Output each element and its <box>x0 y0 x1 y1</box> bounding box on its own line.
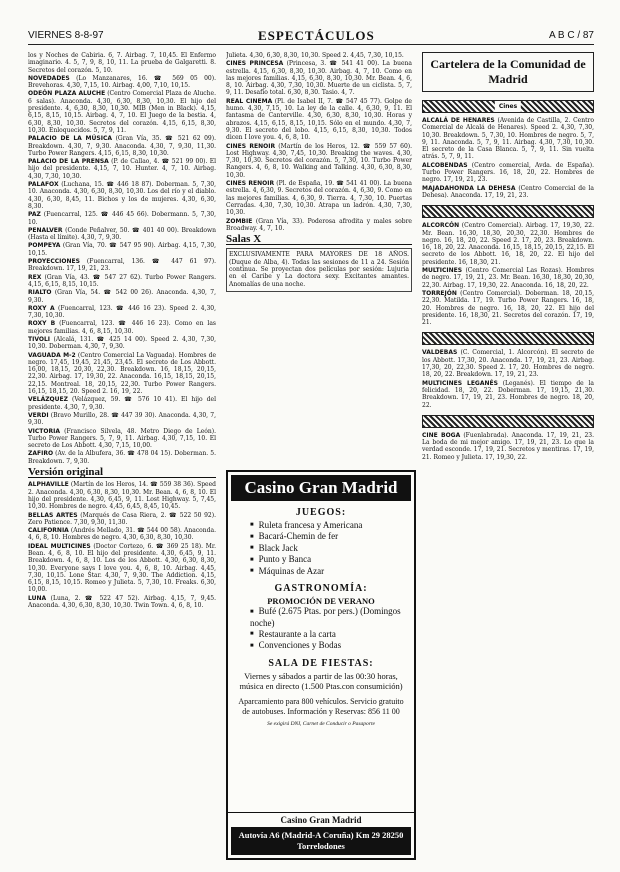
list-item <box>226 180 412 216</box>
venue-name: PALACIO DE LA PRENSA <box>28 158 109 166</box>
venue-schedule: (Centro Comercial). Doberman. 18, 20,15, 22,30. Matilda. 17, 19. Turbo Power Rangers. 16, 18, 20. Hombres de negro. 16, 18, 20, 22. El hijo del presidente. 16, 18,30, 21. Secretos del corazón. 17, 19, 21. <box>422 289 594 327</box>
list-item: ■ Punto y Banca <box>250 554 414 565</box>
list-item <box>422 222 594 266</box>
list-item: ■ Máquinas de Azar <box>250 566 414 577</box>
games-title: JUEGOS: <box>295 507 347 518</box>
party-text: Viernes y sábados a partir de las 00:30 horas, música en directo (1.500 Ptas.con consumición) <box>239 670 403 691</box>
venue-name: TORREJÓN <box>422 289 457 297</box>
venue-name: PROYECCIONES <box>28 258 80 266</box>
list-item <box>28 320 216 335</box>
list-item: ■ Bacará-Chemin de fer <box>250 531 414 542</box>
venue-schedule: (Gran Vía, 35. ☎ 521 62 09). Breakdown. 4,30, 7, 9,30. Anaconda. 4,30, 7, 9,30, 11,30. Turbo Power Rangers. 4,15, 6,15, 8,30, 10,30. <box>28 135 216 157</box>
section-title: ESPECTÁCULOS <box>258 28 375 43</box>
list-item <box>28 258 216 273</box>
venue-name: VAGUADA M-2 <box>28 351 76 359</box>
venue-name: IDEAL MULTICINES <box>28 542 91 550</box>
list-item <box>28 512 216 527</box>
venue-name: TIVOLI <box>28 335 51 343</box>
salas-x-heading: Salas X <box>226 236 412 245</box>
page-header <box>28 28 594 45</box>
list-item: ■ Black Jack <box>250 543 414 554</box>
list-item <box>28 481 216 510</box>
venue-schedule: (Luna, 2. ☎ 522 47 52). Airbag. 4,15, 7, 9,45. Anaconda. 4,30, 6,30, 8,30, 10,30. Twin Town. 4, 6, 8, 10. <box>28 594 216 610</box>
list-item: ■ Restaurante a la carta <box>250 629 414 640</box>
venue-name: REX <box>28 273 42 281</box>
list-item <box>28 289 216 304</box>
venue-schedule: (Gran Vía, 33). Poderosa afrodita y males sobre Broadway. 4, 7, 10. <box>226 217 412 232</box>
promo-title: PROMOCIÓN DE VERANO <box>267 596 375 607</box>
list-item <box>28 90 216 134</box>
venue-name: ALCORCÓN <box>422 222 460 230</box>
venue-schedule: (Centro Comercial de la Dehesa). Anaconda. 17, 19, 21, 23. <box>422 184 594 199</box>
casino-brand: Casino Gran Madrid <box>231 475 411 501</box>
list-item <box>226 52 412 59</box>
list-item <box>28 396 216 411</box>
salas-x-text: EXCLUSIVAMENTE PARA MAYORES DE 18 AÑOS. (Duque de Alba, 4). Todas las sesiones de 11 a 24. Sesión continua. Se proyectan dos películas por sesión: Lujuria en el Caribe y La doctora sexy. Excitantes amantes. Anomalías de una noche. <box>229 251 409 288</box>
version-original-heading: Versión original <box>28 469 216 478</box>
venue-name: PALACIO DE LA MÚSICA <box>28 135 112 143</box>
venue-name: RIALTO <box>28 289 52 297</box>
venue-schedule: (Gran Vía, 70. ☎ 547 95 90). Airbag. 4,15, 7,30, 10,15. <box>28 242 216 257</box>
salas-x-box <box>226 248 412 291</box>
list-item <box>28 75 216 90</box>
venue-name: ALCALÁ DE HENARES <box>422 117 495 124</box>
venue-name: CALIFORNIA <box>28 527 69 535</box>
venue-schedule: (Bravo Murillo, 28. ☎ 447 39 30). Anaconda. 4,30, 7, 9,30. <box>28 411 216 427</box>
list-item <box>422 380 594 409</box>
venue-schedule: (Centro comercial, Avda. de España). Turbo Power Rangers. 16, 18, 20, 22. Hombres de negro. 17, 19, 21, 23. <box>422 161 594 184</box>
list-item <box>28 52 216 74</box>
venue-schedule: (Avenida de Castilla, 2. Centro Comercial de Alcalá de Henares). Speed 2. 4,30, 7,30, 10,30. Breakdown. 5, 7,30, 10. Hombres de negro. 5, 7, 9, 11. Anaconda. 5, 7, 9, 11. Airbag. 4,30, 7,30, 10,30. El secreto de la Casa Blanca. 5, 7, 9, 11. Sin vuelta atrás. 5, 7, 9, 11. <box>422 117 594 161</box>
venue-schedule: (Centro Comercial). Airbag. 17, 19,30, 22. Mr. Bean. 16,30, 18,30, 20,30, 22,30. Hombres de negro. 16, 18, 20, 22. Speed 2. 17, 20, 23. Breakdown. 16, 18, 20, 22. Anaconda. 16,15, 18,15, 20,15, 22,15. El secreto de los Abbott. 16, 18, 20, 22. El hijo del presidente. 16, 18,30, 21. <box>422 222 594 266</box>
venue-schedule: (P. de Callao, 4. ☎ 521 99 00). El hijo del presidente. 4,15, 7, 10. Hunter. 4, 7, 10. Airbag. 4,30, 7,30, 10,30. <box>28 158 216 180</box>
venue-name: MAJADAHONDA LA DEHESA <box>422 184 516 192</box>
list-item <box>28 274 216 289</box>
venue-name: BELLAS ARTES <box>28 511 78 519</box>
venue-name: CINES RENOIR <box>226 180 275 188</box>
list-item <box>422 290 594 326</box>
list-item <box>422 117 594 161</box>
venue-name: ZOMBIE <box>226 217 253 225</box>
list-item <box>28 543 216 594</box>
casino-mini-logo: Casino Gran Madrid <box>228 812 414 825</box>
list-item <box>28 352 216 396</box>
venue-schedule: (Fuenlabrada). Anaconda. 17, 19, 21, 23. La boda de mi mejor amigo. 17, 19, 21, 23. Lo que la verdad esconde. 17, 19, 21. Secretos y mentiras. 17, 19, 21. Romeo y Julieta. 17, 19,30, 22. <box>422 431 594 461</box>
venue-name: LUNA <box>28 594 47 602</box>
games-list <box>228 520 414 577</box>
venue-schedule: (Fuencarral, 136. ☎ 447 61 97). Breakdown. 17, 19, 21, 23. <box>28 258 216 273</box>
list-item <box>226 98 412 142</box>
list-item <box>28 227 216 242</box>
list-item: ■ Ruleta francesa y Americana <box>250 520 414 531</box>
list-item <box>28 450 216 465</box>
listings-col2 <box>226 52 412 232</box>
listings-c <box>422 349 594 408</box>
venue-name: NOVEDADES <box>28 74 70 82</box>
venue-name: REAL CINEMA <box>226 97 273 105</box>
venue-schedule: (Alcalá, 131. ☎ 425 14 00). Speed 2. 4,30, 7,30, 10,30. Doberman. 4,30, 7, 9,30. <box>28 335 216 351</box>
venue-schedule: (Centro Comercial Plaza de Aluche. 6 salas). Anaconda. 4,30, 6,30, 8,30, 10,30. El hijo del presidente. 4, 6,30, 8,30, 10,30. MIB (Men in Black). 4,15, 6,15, 8,15, 10,15. Airbag. 4, 7, 10. El Juego de la bestia. 4, 6,30, 8,30, 10,30. Secretos del corazón. 4,15, 6,15, 8,30, 10,30. Enloquecidos. 5, 7, 9, 11. <box>28 90 216 134</box>
venue-schedule: (Fuencarral, 123. ☎ 446 16 23). Como en las mejores familias. 4, 6, 8,15, 10,30. <box>28 320 216 335</box>
venue-schedule: Julieta. 4,30, 6,30, 8,30, 10,30. Speed 2. 4,45, 7,30, 10,15. <box>226 52 404 59</box>
venue-schedule: (Fuencarral, 123. ☎ 446 16 23). Speed 2. 4,30, 7,30, 10,30. <box>28 304 216 320</box>
list-item <box>226 143 412 179</box>
listings-a <box>422 117 594 199</box>
venue-name: CINE BOGA <box>422 431 461 439</box>
section-band <box>422 332 594 345</box>
section-band <box>422 205 594 218</box>
venue-name: ZAFIRO <box>28 450 54 458</box>
venue-schedule: (Lo Manzanares, 16. ☎ 569 05 00). Brevehoras. 4,30, 7,15, 10. Airbag. 4,00, 7,10, 10,15. <box>28 74 216 90</box>
venue-schedule: (Francisco Silvela, 48. Metro Diego de León). Turbo Power Rangers. 5, 7, 9, 11. Airbag. 4,30, 7,15, 10. El secreto de Los Abbott. 4,30, 7,15, 10,00. <box>28 427 216 450</box>
list-item: ■ Convenciones y Bodas <box>250 640 414 651</box>
listings-b <box>422 222 594 326</box>
venue-name: VELÁZQUEZ <box>28 396 68 404</box>
list-item <box>28 242 216 257</box>
venue-name: PENALVER <box>28 226 63 234</box>
venue-schedule: (Leganés). El tiempo de la felicidad. 18, 20, 22. Doberman. 17, 19,15, 21,30. Breakdown. 17, 19, 21, 23. Hombres de negro. 18, 20, 22. <box>422 379 594 409</box>
column-3 <box>422 52 594 862</box>
parking-text: Aparcamiento para 800 vehículos. Servicio gratuito de autobuses. Información y Reservas: 856 11 00 <box>238 696 404 716</box>
venue-name: VALDEBAS <box>422 349 458 357</box>
venue-name: ROXY A <box>28 304 55 312</box>
column-1 <box>28 52 216 862</box>
venue-name: ROXY B <box>28 320 56 328</box>
page-number: A B C / 87 <box>548 30 594 41</box>
ad-footer <box>228 812 414 858</box>
venue-name: ODEÓN PLAZA ALUCHE <box>28 90 106 98</box>
venue-name: MULTICINES <box>422 267 463 275</box>
venue-schedule: (Martín de los Heros, 12. ☎ 559 57 60). Lost Highway. 4,30, 7,45, 10,30. Breaking the waves. 4,30, 7,30, 10,30. Secretos del corazón. 5, 7,30, 10. Turbo Power Rangers. 4, 6, 8, 10. Walking and Talking. 4,30, 6,30, 8,30, 10,30. <box>226 142 412 179</box>
venue-schedule: (Gran Vía, 54. ☎ 542 00 26). Anaconda. 4,30, 7, 9,30. <box>28 289 216 304</box>
venue-schedule: (Fuencarral, 125. ☎ 446 45 66). Dobermann. 5, 7,30, 10. <box>28 211 216 226</box>
venue-schedule: (Princesa, 3. ☎ 541 41 00). La buena estrella. 4,15, 6,30, 8,30, 10,30. Airbag. 4, 7, 10. Como en las mejores familias. 4,15, 6,30, 8,30, 10,30. Mr. Bean. 4, 6, 8, 10. Airbag. 4,30, 7,30, 10,30. Muerte de un ciclista. 5, 7, 9, 11. Desafío total. 6,30, 8,30. Tasio. 4, 7. <box>226 60 412 97</box>
list-item <box>28 305 216 320</box>
list-item <box>28 595 216 610</box>
venue-schedule: (Av. de la Albufera, 36. ☎ 478 04 15). Doberman. 5. Breakdown. 7, 9,30. <box>28 450 216 465</box>
list-item <box>28 135 216 157</box>
venue-name: PAZ <box>28 211 41 219</box>
list-item <box>28 211 216 226</box>
venue-schedule: (Conde Peñalver, 50. ☎ 401 40 00). Breakdown (Hasta el límite). 4,30, 7, 9,30. <box>28 226 216 242</box>
listings-d <box>422 432 594 461</box>
gastronomy-title: GASTRONOMÍA: <box>274 583 368 595</box>
venue-name: ALCOBENDAS <box>422 161 468 169</box>
venue-schedule: (Luchana, 15. ☎ 446 18 87). Doberman. 5, 7,30, 10. Anaconda. 4,30, 6,30, 8,30, 10,30. Los del río y el diablo. 4,30, 6,30, 8,45, 11. Bichos y los de mujeres. 4,30, 6,30, 8,30. <box>28 181 216 210</box>
list-item <box>422 349 594 378</box>
venue-schedule: (Centro Comercial Las Rozas). Hombres de negro. 17, 19, 21, 23. Mr. Bean. 16,30, 18,30, 20,30, 22,30. Airbag. 17, 19,30, 22. Anaconda. 16, 18, 20, 22. <box>422 267 594 289</box>
venue-schedule: (Gran Vía, 43. ☎ 547 27 62). Turbo Power Rangers. 4,15, 6,15, 8,15, 10,15. <box>28 273 216 288</box>
section-band <box>422 100 594 113</box>
venue-schedule: (Marqués de Casa Riera, 2. ☎ 522 50 92). Zero Patience. 7,30, 9,30, 11,30. <box>28 511 216 526</box>
venue-name: CINES RENOIR <box>226 142 276 150</box>
section-band <box>422 415 594 428</box>
venue-schedule: los y Noches de Cabiria. 6, 7. Airbag. 7, 10,45. El Enfermo imaginario. 4. 5, 7, 9, 8, 10, 11. La prueba de Galgaretti. 8. Secretos del corazón. 5, 10. <box>28 52 216 74</box>
venue-schedule: (Velázquez, 59. ☎ 576 10 41). El hijo del presidente. 4,30, 7, 9,30. <box>28 396 216 411</box>
legal-text: Se exigirá DNI, Carnet de Conducir o Pasaporte <box>267 720 375 727</box>
venue-name: CINES PRINCESA <box>226 60 284 68</box>
listings-madrid <box>28 52 216 465</box>
gastronomy-list <box>228 606 414 651</box>
list-item <box>28 181 216 210</box>
cartelera-title: Cartelera de la Comunidad de Madrid <box>422 52 594 92</box>
venue-name: VICTORIA <box>28 427 60 435</box>
venue-name: VERDI <box>28 411 49 419</box>
list-item <box>226 218 412 233</box>
casino-address: Autovía A6 (Madrid-A Coruña) Km 29 28250 Torrelodones <box>231 827 411 855</box>
party-title: SALA DE FIESTAS: <box>268 657 374 669</box>
venue-schedule: (C. Comercial, 1. Alcorcón). El secreto de los Abbott. 17,30, 20. Anaconda. 17, 19, 21, 23. Airbag. 17,30, 20, 22,30. Speed 2. 17, 20. Hombres de negro. 18, 20, 22. Breakdown. 17, 19, 21, 23. <box>422 349 594 379</box>
venue-schedule: (Centro Comercial La Vaguada). Hombres de negro. 17,45, 19,45, 21,45, 23,45. El secreto de Los Abbott. 16,00, 18,15, 20,30, 22,30. Breakdown. 16, 18,15, 20,15, 22,30. Airbag. 17, 19,30, 22. Anaconda. 16,15, 18,15, 20,15, 22,15. Montreal. 18, 20,15, 22,30. Turbo Power Rangers. 16,15, 18,15, 20. Speed 2. 16, 19, 22. <box>28 351 216 396</box>
venue-name: ALPHAVILLE <box>28 481 69 489</box>
list-item <box>28 527 216 542</box>
list-item <box>226 60 412 96</box>
venue-name: POMPEYA <box>28 242 61 250</box>
list-item <box>28 336 216 351</box>
list-item: ■ Bufé (2.675 Ptas. por pers.) (Domingos noche) <box>250 606 414 628</box>
venue-schedule: (Pl. de España, 19. ☎ 541 41 00). La buena estrella. 4, 6,30, 9. Secretos del corazón. 4, 6,30, 9. Como en las mejores familias. 4, 6,30, 9. Tierra. 4, 7,30, 10. Puertas Cerradas. 4,30, 7,30, 10,30. Atrapa un ladrón. 4,30, 7,30, 10,30. <box>226 180 412 217</box>
venue-schedule: (Martín de los Heros, 14. ☎ 559 38 36). Speed 2. Anaconda. 4,30, 6,30, 8,30, 10,30. Mr. Bean. 4, 6, 8, 10. El hijo del presidente. 4,30, 6,45, 9, 11. Lost Highway. 5, 7,45, 10,30. Hombres de negro. 4,45, 6,45, 8,45, 10,45. <box>28 481 216 511</box>
venue-name: PALAFOX <box>28 181 59 189</box>
issue-date: VIERNES 8-8-97 <box>28 30 104 41</box>
venue-schedule: (Pl. de Isabel II, 7. ☎ 547 45 77). Golpe de humo. 4,30, 7,15, 10. La ley de la calle. 4, 6,30, 9, 11. El fantasma de Canterville. 4,30, 6,30, 8,30, 10,30. Horas y abrazos. 4,15, 6,15, 8,15, 10,15. Sólo en el mundo. 4,30, 7, 9,30. El secreto del lobo. 4,15, 6,15, 8,30, 10,30. Todos dicen I love you. 4, 6, 8, 10. <box>226 97 412 142</box>
list-item <box>422 162 594 184</box>
list-item <box>28 428 216 450</box>
list-item <box>422 267 594 289</box>
list-item <box>28 158 216 180</box>
venue-schedule: (Andrés Mellado, 31. ☎ 544 00 58). Anaconda. 4, 6, 8, 10. Hombres de negro. 4,30, 6,30, 8,30, 10,30. <box>28 527 216 542</box>
venue-name: MULTICINES LEGANÉS <box>422 379 498 387</box>
venue-schedule: (Doctor Cortezo, 6. ☎ 369 25 18). Mr. Bean. 4, 6, 8, 10. El hijo del presidente. 4,30, 6,45, 9, 11. Breakdown. 4, 6, 8, 10. Los de los Abbott. 4,30, 6,30, 8,30, 10,30. Everyone says I love you. 4, 6, 8, 10. Airbag. 4,45, 7,30, 10,15. Lone Star. 4,30, 7, 9,30. The Addiction. 4,15, 6,15, 8,15, 10,15. Romeo y Julieta. 5, 7,30, 10. Freaks. 6,30, 10,00. <box>28 542 216 594</box>
list-item <box>422 185 594 200</box>
list-item <box>422 432 594 461</box>
list-item <box>28 412 216 427</box>
band-label: Cines <box>495 101 521 112</box>
casino-advert <box>226 470 416 860</box>
listings-vo <box>28 481 216 609</box>
